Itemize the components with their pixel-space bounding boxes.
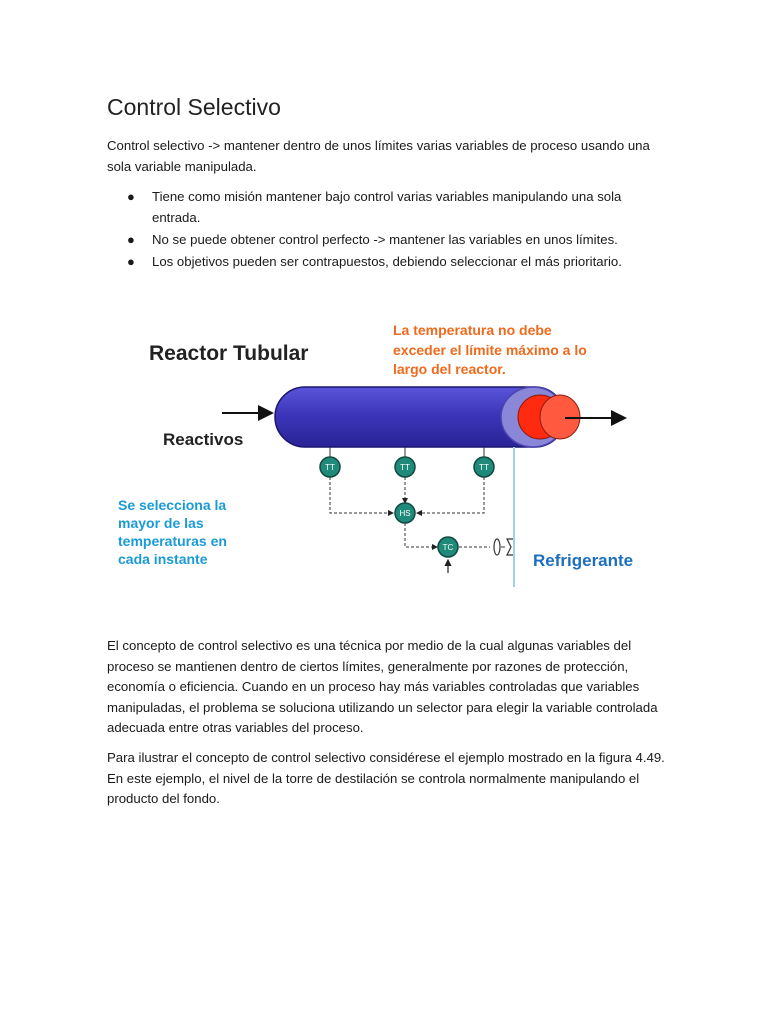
bullet-list [107,187,667,272]
reactor-diagram [118,305,675,595]
reactor-figure [118,305,675,595]
svg-text:TT: TT [479,463,489,472]
control-valve-icon [494,539,513,555]
intro-paragraph: Control selectivo -> mantener dentro de unos límites varias variables de proceso usando una sola variable manipulada. [107,138,650,174]
bullet-icon: ● [127,231,135,247]
page-title: Control Selectivo [107,94,281,120]
note-line-3: largo del reactor. [393,361,506,377]
tt-1-instrument [320,457,340,477]
tt-2-instrument [395,457,415,477]
list-item: ● Tiene como misión mantener bajo control varias variables manipulando una sola entrada. [127,189,622,225]
note-line-2: exceder el límite máximo a lo [393,342,587,358]
select-line-2: mayor de las [118,515,204,531]
select-line-3: temperaturas en [118,533,227,549]
figure-title: Reactor Tubular [149,342,309,365]
body-paragraph-2: Para ilustrar el concepto de control selectivo considérese el ejemplo mostrado en la figura 4.49. En este ejemplo, el nivel de la torre de destilación se controla normalmente manipulando el producto del fondo. [107,750,665,806]
tc-controller [438,537,458,557]
list-item: ● No se puede obtener control perfecto -> mantener las variables en unos límites. [107,230,667,251]
hs-selector [395,503,415,523]
svg-text:HS: HS [399,509,411,518]
bullet-icon: ● [127,189,135,204]
list-item: ● Los objetivos pueden ser contrapuestos, debiendo seleccionar el más prioritario. [107,252,667,273]
body-paragraph-1: El concepto de control selectivo es una técnica por medio de la cual algunas variables del proceso se mantienen dentro de ciertos límites, generalmente por razones de protección, economía o eficiencia. Cuando en un proceso hay más variables controladas que variables manipuladas, el problema se soluciona utilizando un selector para elegir la variable controlada adecuada entre otras variables del proceso. [107,638,658,735]
bullet-icon: ● [127,253,135,269]
svg-text:TT: TT [325,463,335,472]
select-line-1: Se selecciona la [118,497,227,513]
svg-text:TC: TC [442,543,454,552]
note-line-1: La temperatura no debe [393,322,552,338]
tt-3-instrument [474,457,494,477]
document-body [107,92,667,274]
inlet-label: Reactivos [163,430,244,449]
coolant-label: Refrigerante [533,551,634,570]
svg-text:TT: TT [400,463,410,472]
select-line-4: cada instante [118,551,208,567]
